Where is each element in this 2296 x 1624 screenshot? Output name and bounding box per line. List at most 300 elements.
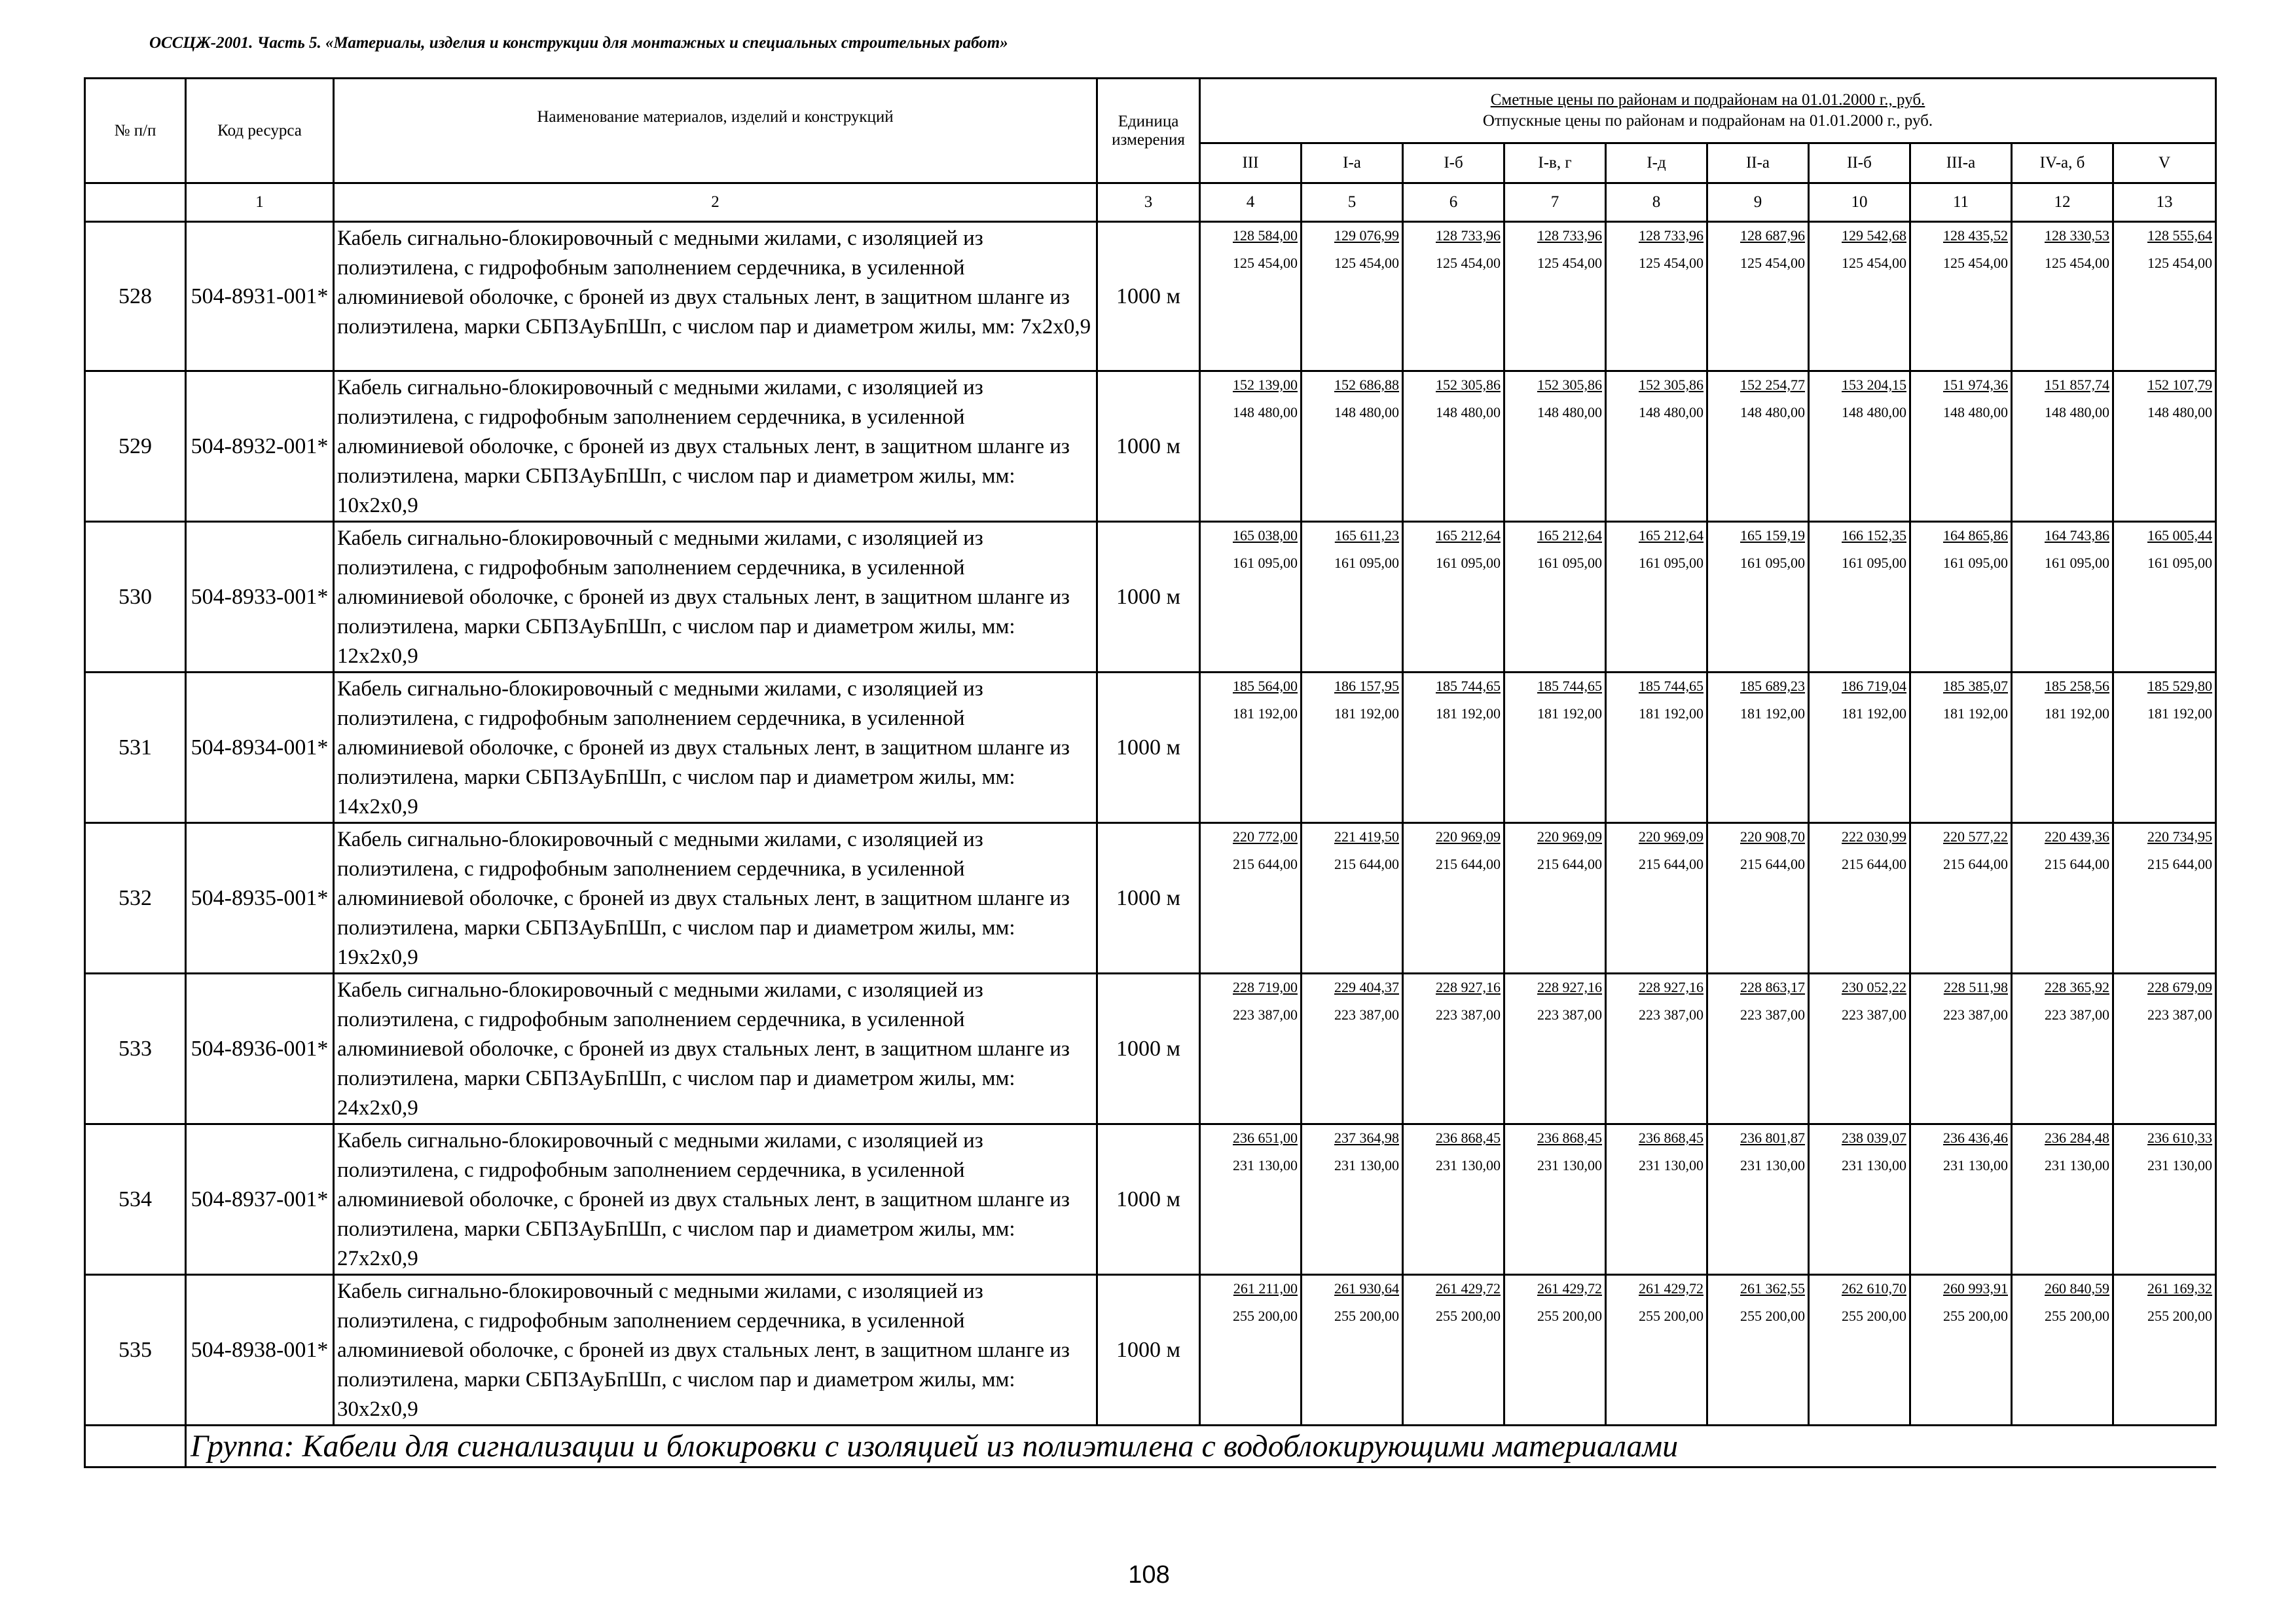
- unit-of-measure: 1000 м: [1097, 673, 1200, 823]
- release-price: 181 192,00: [1943, 705, 2008, 722]
- table-row: [85, 371, 2216, 522]
- price-cell: [2113, 222, 2216, 371]
- col-head-name: Наименование материалов, изделий и конструкций: [334, 79, 1097, 183]
- estimate-price: 128 435,52: [1943, 227, 2008, 244]
- release-price: 148 480,00: [2147, 404, 2213, 420]
- release-price: 231 130,00: [1537, 1157, 1602, 1173]
- price-cell: [1403, 222, 1504, 371]
- price-cell: [1403, 974, 1504, 1124]
- unit-of-measure: 1000 м: [1097, 1124, 1200, 1275]
- release-price: 161 095,00: [1233, 555, 1298, 571]
- release-price: 125 454,00: [1639, 255, 1704, 271]
- estimate-price: 220 439,36: [2045, 828, 2109, 845]
- price-cell: [1707, 222, 1809, 371]
- price-cell: [1606, 222, 1707, 371]
- price-cell: [1809, 371, 1910, 522]
- material-name: Кабель сигнально-блокировочный с медными жилами, с изоляцией из полиэтилена, с гидрофобным заполнением сердечника, в усиленной алюминиевой оболочке, с броней из двух стальных лент, в защитном шланге из полиэтилена, марки СБПЗАуБпШп, с числом пар и диаметром жилы, мм: 10х2х0,9: [334, 371, 1097, 522]
- estimate-price: 165 212,64: [1639, 527, 1704, 544]
- price-cell: [1504, 1124, 1606, 1275]
- estimate-price: 165 038,00: [1233, 527, 1298, 544]
- estimate-price: 236 868,45: [1639, 1130, 1704, 1146]
- price-cell: [2113, 1124, 2216, 1275]
- release-price: 181 192,00: [1639, 705, 1704, 722]
- estimate-price: 128 733,96: [1639, 227, 1704, 244]
- release-price: 255 200,00: [1842, 1308, 1906, 1324]
- unit-of-measure: 1000 м: [1097, 222, 1200, 371]
- release-price: 215 644,00: [1740, 856, 1805, 872]
- price-cell: [2113, 673, 2216, 823]
- table-row: [85, 974, 2216, 1124]
- estimate-price: 221 419,50: [1334, 828, 1399, 845]
- material-name: Кабель сигнально-блокировочный с медными жилами, с изоляцией из полиэтилена, с гидрофобным заполнением сердечника, в усиленной алюминиевой оболочке, с броней из двух стальных лент, в защитном шланге из полиэтилена, марки СБПЗАуБпШп, с числом пар и диаметром жилы, мм: 19х2х0,9: [334, 823, 1097, 974]
- estimate-price: 165 159,19: [1740, 527, 1805, 544]
- price-cell: [1910, 823, 2012, 974]
- release-price: 231 130,00: [1740, 1157, 1805, 1173]
- price-cell: [1403, 371, 1504, 522]
- price-cell: [1403, 673, 1504, 823]
- price-cell: [1403, 522, 1504, 673]
- estimate-price: 236 801,87: [1740, 1130, 1805, 1146]
- col-head-prices: [1200, 79, 2216, 143]
- estimate-price: 236 284,48: [2045, 1130, 2109, 1146]
- row-number: 534: [85, 1124, 186, 1275]
- column-number: 9: [1707, 183, 1809, 222]
- estimate-price: 228 679,09: [2147, 979, 2213, 995]
- price-cell: [2113, 522, 2216, 673]
- price-cell: [1809, 222, 1910, 371]
- unit-of-measure: 1000 м: [1097, 1275, 1200, 1426]
- column-number: 10: [1809, 183, 1910, 222]
- district-head: I-д: [1606, 143, 1707, 183]
- estimate-price: 228 511,98: [1943, 979, 2008, 995]
- price-cell: [1200, 1275, 1302, 1426]
- release-price: 231 130,00: [2147, 1157, 2213, 1173]
- release-price: 161 095,00: [1436, 555, 1501, 571]
- price-cell: [1302, 522, 1403, 673]
- release-price: 223 387,00: [1740, 1006, 1805, 1023]
- estimate-price: 152 305,86: [1639, 377, 1704, 393]
- group-title: Группа: Кабели для сигнализации и блокировки с изоляцией из полиэтилена с водоблокирующими материалами: [186, 1426, 2216, 1467]
- col-head-unit: Единица измерения: [1097, 79, 1200, 183]
- release-price: 148 480,00: [1639, 404, 1704, 420]
- column-number: 2: [334, 183, 1097, 222]
- price-cell: [1809, 1124, 1910, 1275]
- price-cell: [1403, 1275, 1504, 1426]
- row-number: 530: [85, 522, 186, 673]
- estimate-price: 228 863,17: [1740, 979, 1805, 995]
- estimate-price: 261 169,32: [2147, 1280, 2213, 1297]
- resource-code: 504-8938-001*: [186, 1275, 334, 1426]
- estimate-price: 185 564,00: [1233, 678, 1298, 694]
- estimate-price: 151 974,36: [1943, 377, 2008, 393]
- release-price: 181 192,00: [2147, 705, 2213, 722]
- price-cell: [1504, 673, 1606, 823]
- col-head-code: Код ресурса: [186, 79, 334, 183]
- price-cell: [1200, 222, 1302, 371]
- estimate-price: 185 258,56: [2045, 678, 2109, 694]
- document-header: ОССЦЖ-2001. Часть 5. «Материалы, изделия и конструкции для монтажных и специальных строительных работ»: [149, 34, 1008, 52]
- table-row: [85, 1275, 2216, 1426]
- estimate-price: 185 744,65: [1639, 678, 1704, 694]
- release-price: 215 644,00: [1233, 856, 1298, 872]
- column-number-empty: [85, 183, 186, 222]
- estimate-price: 128 555,64: [2147, 227, 2213, 244]
- estimate-price: 262 610,70: [1842, 1280, 1906, 1297]
- price-cell: [1809, 974, 1910, 1124]
- price-cell: [1504, 222, 1606, 371]
- price-cell: [1403, 823, 1504, 974]
- estimate-price: 228 365,92: [2045, 979, 2109, 995]
- release-price: 223 387,00: [1436, 1006, 1501, 1023]
- estimate-price: 220 772,00: [1233, 828, 1298, 845]
- column-number: 12: [2012, 183, 2113, 222]
- price-cell: [1200, 823, 1302, 974]
- page-number: 108: [1128, 1561, 1170, 1589]
- price-cell: [1606, 823, 1707, 974]
- price-cell: [1707, 522, 1809, 673]
- column-number: 7: [1504, 183, 1606, 222]
- release-price: 255 200,00: [1537, 1308, 1602, 1324]
- estimate-price: 153 204,15: [1842, 377, 1906, 393]
- table-row: [85, 673, 2216, 823]
- release-price: 161 095,00: [1740, 555, 1805, 571]
- price-cell: [1809, 522, 1910, 673]
- price-cell: [1403, 1124, 1504, 1275]
- resource-code: 504-8934-001*: [186, 673, 334, 823]
- estimate-price: 261 429,72: [1639, 1280, 1704, 1297]
- release-price: 215 644,00: [2045, 856, 2109, 872]
- column-number: 11: [1910, 183, 2012, 222]
- estimate-price: 236 868,45: [1537, 1130, 1602, 1146]
- row-number: 532: [85, 823, 186, 974]
- estimate-price: 185 529,80: [2147, 678, 2213, 694]
- estimate-price: 261 362,55: [1740, 1280, 1805, 1297]
- price-cell: [1302, 222, 1403, 371]
- release-price: 223 387,00: [2045, 1006, 2109, 1023]
- estimate-price: 220 577,22: [1943, 828, 2008, 845]
- price-cell: [1606, 974, 1707, 1124]
- release-price: 223 387,00: [1842, 1006, 1906, 1023]
- price-cell: [2012, 974, 2113, 1124]
- district-head: I-б: [1403, 143, 1504, 183]
- estimate-price: 152 305,86: [1436, 377, 1501, 393]
- district-head: IV-а, б: [2012, 143, 2113, 183]
- material-name: Кабель сигнально-блокировочный с медными жилами, с изоляцией из полиэтилена, с гидрофобным заполнением сердечника, в усиленной алюминиевой оболочке, с броней из двух стальных лент, в защитном шланге из полиэтилена, марки СБПЗАуБпШп, с числом пар и диаметром жилы, мм: 14х2х0,9: [334, 673, 1097, 823]
- estimate-price: 261 211,00: [1233, 1280, 1298, 1297]
- release-price: 231 130,00: [1639, 1157, 1704, 1173]
- release-price: 255 200,00: [1334, 1308, 1399, 1324]
- price-cell: [1504, 522, 1606, 673]
- release-price: 125 454,00: [2147, 255, 2213, 271]
- estimate-price: 152 686,88: [1334, 377, 1399, 393]
- price-cell: [2012, 371, 2113, 522]
- column-number: 3: [1097, 183, 1200, 222]
- estimate-price: 236 610,33: [2147, 1130, 2213, 1146]
- column-number: 6: [1403, 183, 1504, 222]
- estimate-price: 165 212,64: [1537, 527, 1602, 544]
- estimate-price: 236 436,46: [1943, 1130, 2008, 1146]
- release-price: 148 480,00: [1436, 404, 1501, 420]
- price-cell: [1504, 823, 1606, 974]
- price-cell: [1910, 522, 2012, 673]
- release-price: 255 200,00: [2147, 1308, 2213, 1324]
- estimate-prices-title: Сметные цены по районам и подрайонам на 01.01.2000 г., руб.: [1490, 91, 1925, 109]
- release-price: 181 192,00: [1740, 705, 1805, 722]
- estimate-price: 228 927,16: [1639, 979, 1704, 995]
- price-cell: [1504, 371, 1606, 522]
- release-price: 161 095,00: [2147, 555, 2213, 571]
- release-price: 148 480,00: [1537, 404, 1602, 420]
- price-cell: [1200, 371, 1302, 522]
- release-price: 181 192,00: [2045, 705, 2109, 722]
- release-price: 223 387,00: [2147, 1006, 2213, 1023]
- district-head: I-а: [1302, 143, 1403, 183]
- price-cell: [1809, 823, 1910, 974]
- estimate-price: 164 865,86: [1943, 527, 2008, 544]
- price-cell: [1302, 823, 1403, 974]
- price-cell: [1302, 371, 1403, 522]
- estimate-price: 236 868,45: [1436, 1130, 1501, 1146]
- resource-code: 504-8932-001*: [186, 371, 334, 522]
- price-cell: [2012, 1124, 2113, 1275]
- estimate-price: 220 734,95: [2147, 828, 2213, 845]
- release-price: 223 387,00: [1943, 1006, 2008, 1023]
- price-cell: [2012, 1275, 2113, 1426]
- price-cell: [1707, 974, 1809, 1124]
- release-price: 161 095,00: [1639, 555, 1704, 571]
- estimate-price: 128 584,00: [1233, 227, 1298, 244]
- price-cell: [1707, 823, 1809, 974]
- district-head: V: [2113, 143, 2216, 183]
- release-price: 215 644,00: [1334, 856, 1399, 872]
- release-price: 231 130,00: [1436, 1157, 1501, 1173]
- unit-of-measure: 1000 м: [1097, 823, 1200, 974]
- release-price: 255 200,00: [2045, 1308, 2109, 1324]
- release-price: 215 644,00: [1842, 856, 1906, 872]
- resource-code: 504-8931-001*: [186, 222, 334, 371]
- release-price: 223 387,00: [1233, 1006, 1298, 1023]
- resource-code: 504-8936-001*: [186, 974, 334, 1124]
- district-head: I-в, г: [1504, 143, 1606, 183]
- release-price: 231 130,00: [1334, 1157, 1399, 1173]
- estimate-price: 228 927,16: [1537, 979, 1602, 995]
- estimate-price: 165 611,23: [1334, 527, 1399, 544]
- release-price: 231 130,00: [1943, 1157, 2008, 1173]
- price-cell: [1910, 1275, 2012, 1426]
- material-name: Кабель сигнально-блокировочный с медными жилами, с изоляцией из полиэтилена, с гидрофобным заполнением сердечника, в усиленной алюминиевой оболочке, с броней из двух стальных лент, в защитном шланге из полиэтилена, марки СБПЗАуБпШп, с числом пар и диаметром жилы, мм: 12х2х0,9: [334, 522, 1097, 673]
- estimate-price: 128 733,96: [1436, 227, 1501, 244]
- resource-code: 504-8933-001*: [186, 522, 334, 673]
- estimate-price: 220 908,70: [1740, 828, 1805, 845]
- estimate-price: 228 719,00: [1233, 979, 1298, 995]
- column-number: 8: [1606, 183, 1707, 222]
- column-number: 5: [1302, 183, 1403, 222]
- price-cell: [1606, 371, 1707, 522]
- price-cell: [1302, 974, 1403, 1124]
- resource-code: 504-8935-001*: [186, 823, 334, 974]
- estimate-price: 128 687,96: [1740, 227, 1805, 244]
- price-cell: [1707, 371, 1809, 522]
- release-price: 255 200,00: [1943, 1308, 2008, 1324]
- estimate-price: 230 052,22: [1842, 979, 1906, 995]
- release-price: 161 095,00: [1537, 555, 1602, 571]
- estimate-price: 220 969,09: [1436, 828, 1501, 845]
- price-cell: [1302, 1275, 1403, 1426]
- price-cell: [2113, 371, 2216, 522]
- estimate-price: 261 429,72: [1537, 1280, 1602, 1297]
- estimate-price: 152 305,86: [1537, 377, 1602, 393]
- group-row: [85, 1426, 2216, 1467]
- estimate-price: 228 927,16: [1436, 979, 1501, 995]
- release-price: 125 454,00: [2045, 255, 2109, 271]
- table-row: [85, 1124, 2216, 1275]
- table-row: [85, 522, 2216, 673]
- release-price: 148 480,00: [1334, 404, 1399, 420]
- group-row-empty-cell: [85, 1426, 186, 1467]
- price-cell: [2113, 823, 2216, 974]
- release-price: 125 454,00: [1334, 255, 1399, 271]
- district-head: II-б: [1809, 143, 1910, 183]
- price-cell: [2113, 974, 2216, 1124]
- price-cell: [1809, 673, 1910, 823]
- release-price: 161 095,00: [2045, 555, 2109, 571]
- release-price: 223 387,00: [1639, 1006, 1704, 1023]
- release-price: 125 454,00: [1233, 255, 1298, 271]
- estimate-price: 260 840,59: [2045, 1280, 2109, 1297]
- release-price: 181 192,00: [1334, 705, 1399, 722]
- release-price: 161 095,00: [1943, 555, 2008, 571]
- estimate-price: 186 719,04: [1842, 678, 1906, 694]
- estimate-price: 229 404,37: [1334, 979, 1399, 995]
- estimate-price: 151 857,74: [2045, 377, 2109, 393]
- release-price: 255 200,00: [1436, 1308, 1501, 1324]
- row-number: 531: [85, 673, 186, 823]
- price-cell: [1200, 1124, 1302, 1275]
- estimate-price: 261 429,72: [1436, 1280, 1501, 1297]
- price-cell: [1606, 522, 1707, 673]
- estimate-price: 164 743,86: [2045, 527, 2109, 544]
- release-price: 148 480,00: [2045, 404, 2109, 420]
- estimate-price: 185 744,65: [1436, 678, 1501, 694]
- estimate-price: 152 254,77: [1740, 377, 1805, 393]
- estimate-price: 152 139,00: [1233, 377, 1298, 393]
- row-number: 528: [85, 222, 186, 371]
- release-price: 148 480,00: [1233, 404, 1298, 420]
- price-cell: [1200, 522, 1302, 673]
- estimate-price: 261 930,64: [1334, 1280, 1399, 1297]
- estimate-price: 165 005,44: [2147, 527, 2213, 544]
- estimate-price: 237 364,98: [1334, 1130, 1399, 1146]
- unit-of-measure: 1000 м: [1097, 522, 1200, 673]
- estimate-price: 129 076,99: [1334, 227, 1399, 244]
- column-number-row: [85, 183, 2216, 222]
- estimate-price: 165 212,64: [1436, 527, 1501, 544]
- release-prices-title: Отпускные цены по районам и подрайонам на 01.01.2000 г., руб.: [1482, 112, 1933, 130]
- release-price: 181 192,00: [1842, 705, 1906, 722]
- price-cell: [2012, 673, 2113, 823]
- release-price: 181 192,00: [1537, 705, 1602, 722]
- release-price: 255 200,00: [1233, 1308, 1298, 1324]
- release-price: 231 130,00: [2045, 1157, 2109, 1173]
- district-head: III: [1200, 143, 1302, 183]
- col-head-num: № п/п: [85, 79, 186, 183]
- estimate-price: 260 993,91: [1943, 1280, 2008, 1297]
- release-price: 125 454,00: [1842, 255, 1906, 271]
- district-head: II-а: [1707, 143, 1809, 183]
- column-number: 13: [2113, 183, 2216, 222]
- price-cell: [1606, 1124, 1707, 1275]
- estimate-price: 186 157,95: [1334, 678, 1399, 694]
- row-number: 529: [85, 371, 186, 522]
- material-name: Кабель сигнально-блокировочный с медными жилами, с изоляцией из полиэтилена, с гидрофобным заполнением сердечника, в усиленной алюминиевой оболочке, с броней из двух стальных лент, в защитном шланге из полиэтилена, марки СБПЗАуБпШп, с числом пар и диаметром жилы, мм: 30х2х0,9: [334, 1275, 1097, 1426]
- row-number: 535: [85, 1275, 186, 1426]
- estimate-price: 166 152,35: [1842, 527, 1906, 544]
- release-price: 215 644,00: [1639, 856, 1704, 872]
- estimate-price: 185 689,23: [1740, 678, 1805, 694]
- district-head: III-а: [1910, 143, 2012, 183]
- price-cell: [1910, 222, 2012, 371]
- table-row: [85, 823, 2216, 974]
- release-price: 148 480,00: [1842, 404, 1906, 420]
- price-cell: [1809, 1275, 1910, 1426]
- release-price: 255 200,00: [1740, 1308, 1805, 1324]
- price-cell: [1707, 1124, 1809, 1275]
- table-body: [85, 222, 2216, 1467]
- release-price: 161 095,00: [1842, 555, 1906, 571]
- release-price: 148 480,00: [1740, 404, 1805, 420]
- price-table: [84, 77, 2217, 1468]
- estimate-price: 185 744,65: [1537, 678, 1602, 694]
- column-number: 4: [1200, 183, 1302, 222]
- price-cell: [1910, 1124, 2012, 1275]
- row-number: 533: [85, 974, 186, 1124]
- release-price: 181 192,00: [1436, 705, 1501, 722]
- price-cell: [1910, 974, 2012, 1124]
- material-name: Кабель сигнально-блокировочный с медными жилами, с изоляцией из полиэтилена, с гидрофобным заполнением сердечника, в усиленной алюминиевой оболочке, с броней из двух стальных лент, в защитном шланге из полиэтилена, марки СБПЗАуБпШп, с числом пар и диаметром жилы, мм: 27х2х0,9: [334, 1124, 1097, 1275]
- price-cell: [2012, 222, 2113, 371]
- estimate-price: 222 030,99: [1842, 828, 1906, 845]
- release-price: 255 200,00: [1639, 1308, 1704, 1324]
- release-price: 125 454,00: [1436, 255, 1501, 271]
- release-price: 125 454,00: [1943, 255, 2008, 271]
- release-price: 231 130,00: [1233, 1157, 1298, 1173]
- release-price: 161 095,00: [1334, 555, 1399, 571]
- estimate-price: 185 385,07: [1943, 678, 2008, 694]
- price-cell: [1707, 1275, 1809, 1426]
- unit-of-measure: 1000 м: [1097, 974, 1200, 1124]
- estimate-price: 220 969,09: [1639, 828, 1704, 845]
- unit-of-measure: 1000 м: [1097, 371, 1200, 522]
- release-price: 223 387,00: [1334, 1006, 1399, 1023]
- material-name: Кабель сигнально-блокировочный с медными жилами, с изоляцией из полиэтилена, с гидрофобным заполнением сердечника, в усиленной алюминиевой оболочке, с броней из двух стальных лент, в защитном шланге из полиэтилена, марки СБПЗАуБпШп, с числом пар и диаметром жилы, мм: 24х2х0,9: [334, 974, 1097, 1124]
- price-cell: [1200, 673, 1302, 823]
- price-cell: [2113, 1275, 2216, 1426]
- release-price: 215 644,00: [1537, 856, 1602, 872]
- estimate-price: 129 542,68: [1842, 227, 1906, 244]
- price-cell: [1910, 673, 2012, 823]
- estimate-price: 128 330,53: [2045, 227, 2109, 244]
- release-price: 125 454,00: [1537, 255, 1602, 271]
- price-cell: [1302, 673, 1403, 823]
- price-cell: [1606, 1275, 1707, 1426]
- estimate-price: 152 107,79: [2147, 377, 2213, 393]
- price-cell: [1910, 371, 2012, 522]
- price-cell: [2012, 823, 2113, 974]
- price-cell: [1200, 974, 1302, 1124]
- price-cell: [1707, 673, 1809, 823]
- price-cell: [1606, 673, 1707, 823]
- price-cell: [2012, 522, 2113, 673]
